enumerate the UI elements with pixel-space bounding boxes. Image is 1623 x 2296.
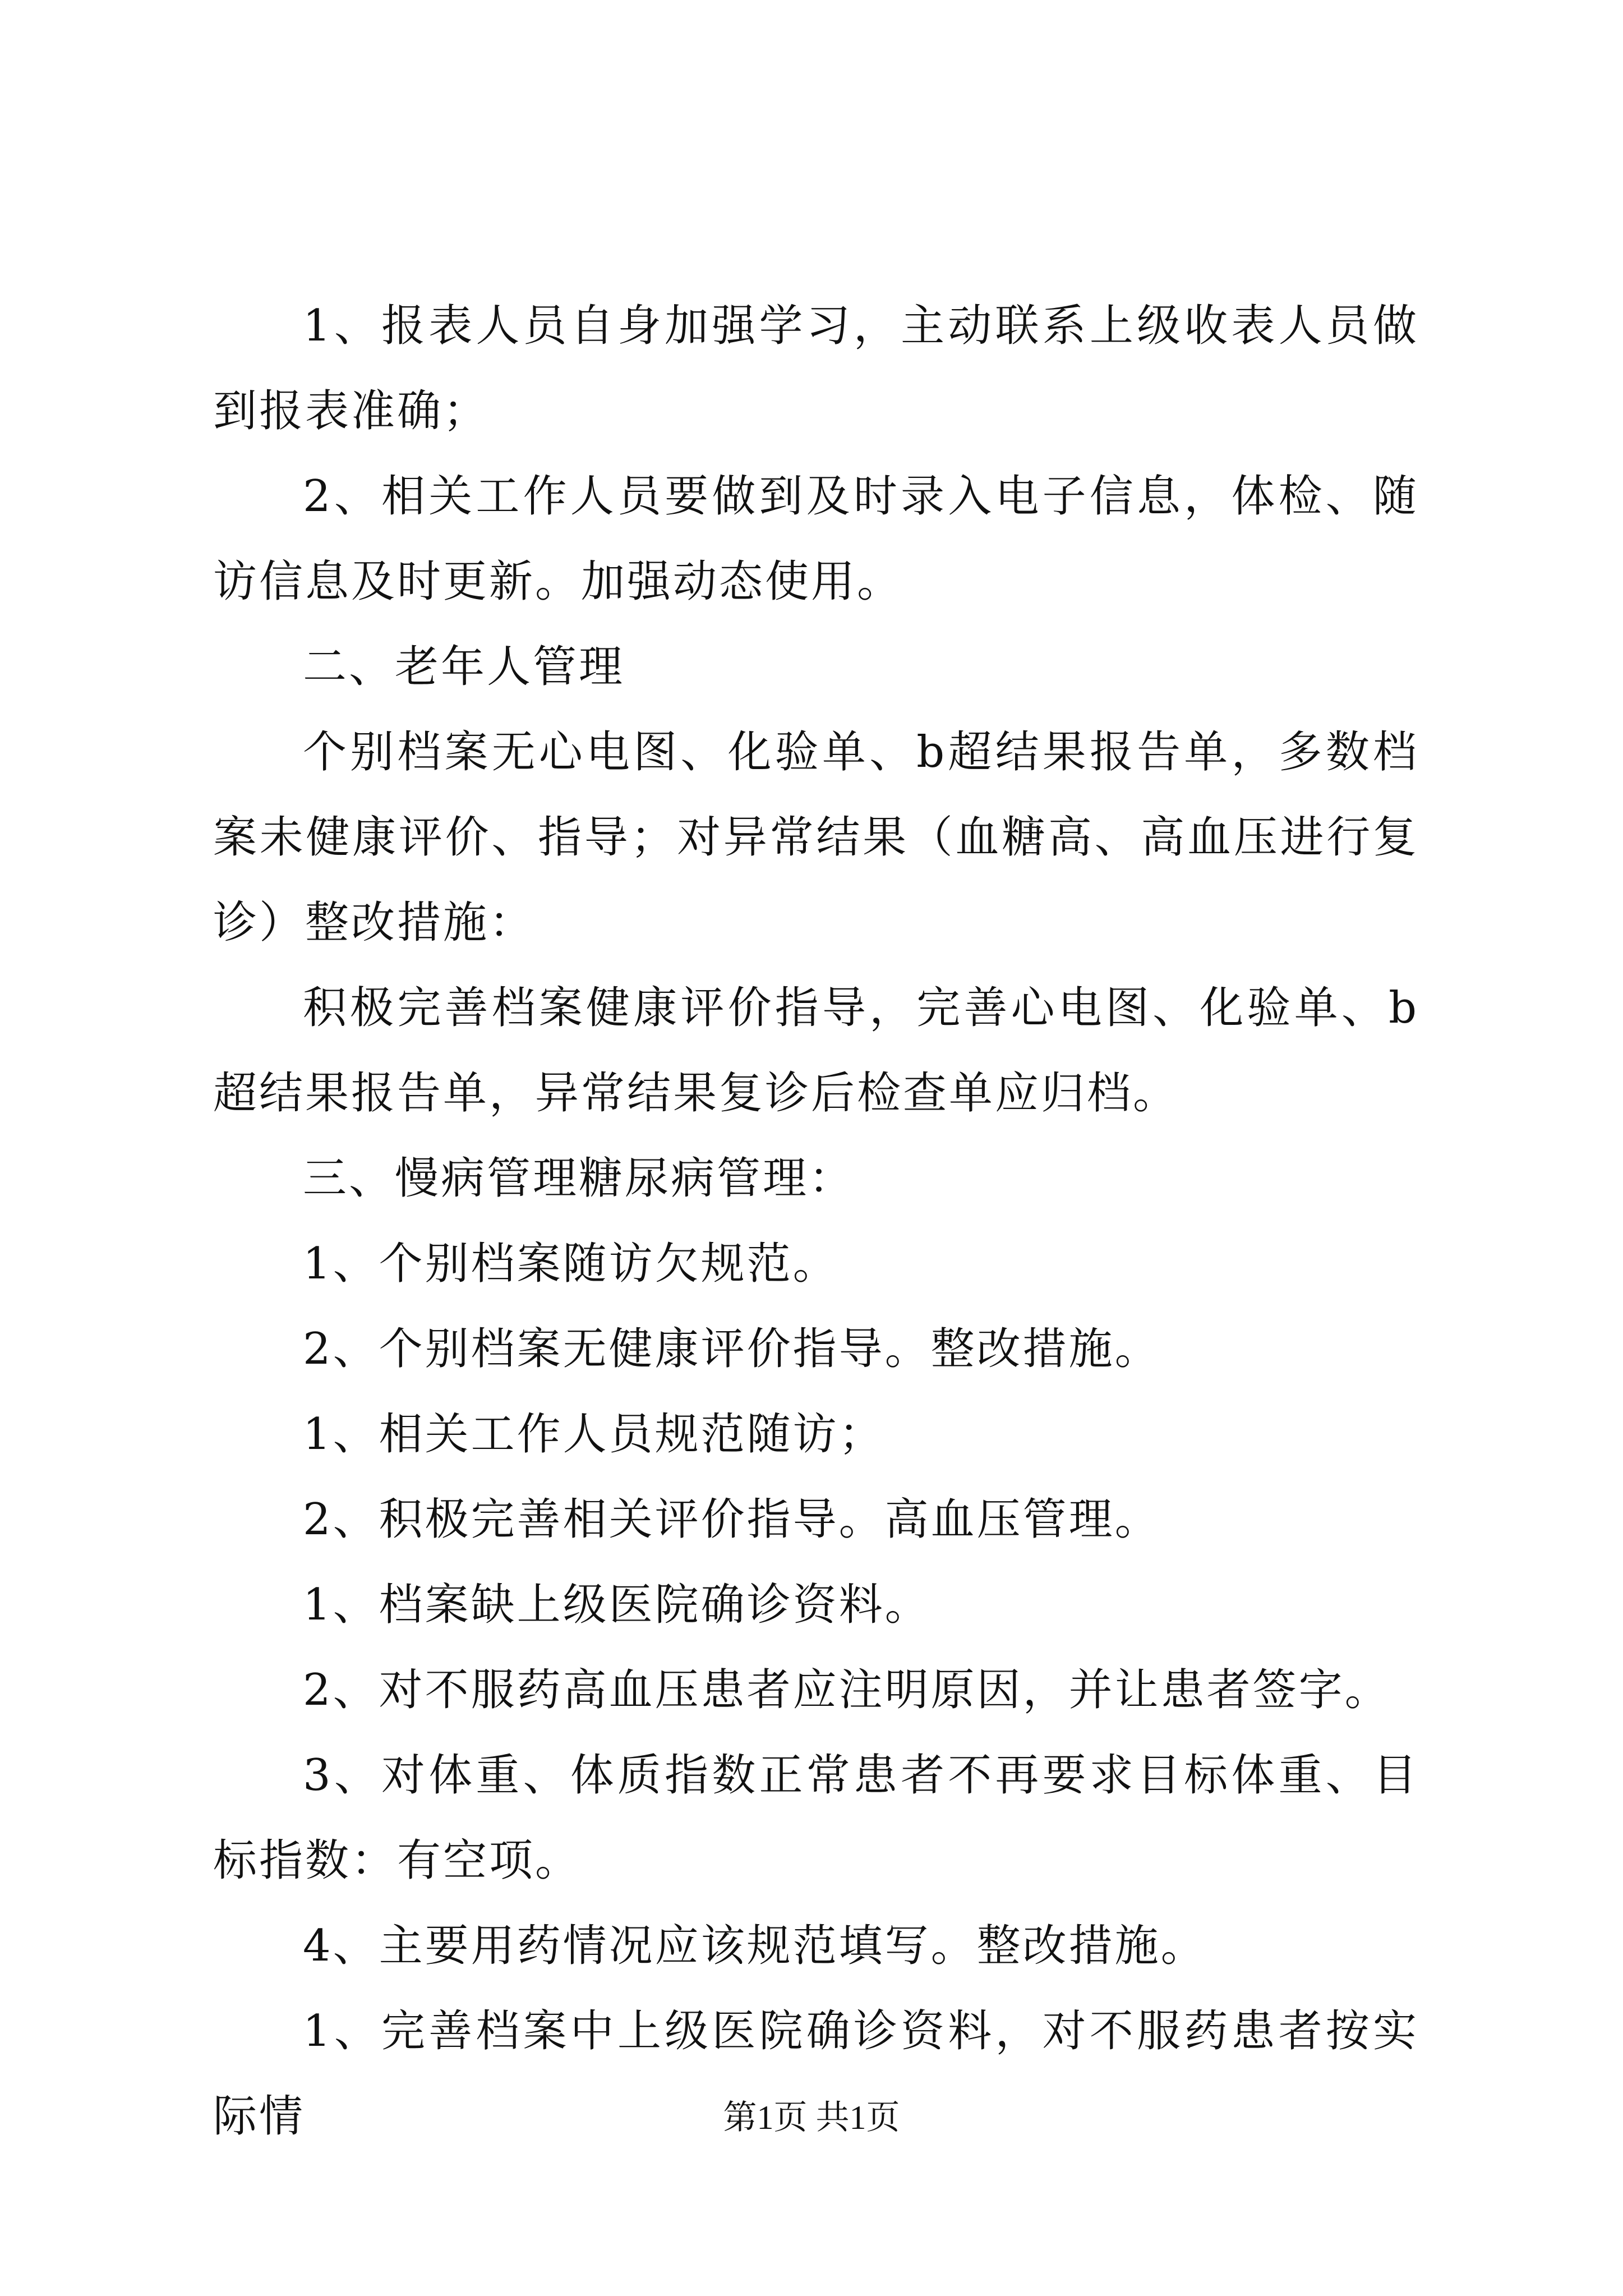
document-body xyxy=(213,283,1419,2159)
paragraph-report-learning: 1、报表人员自身加强学习，主动联系上级收表人员做到报表准确； xyxy=(213,301,1419,436)
paragraph-hypertension-measure-1: 1、完善档案中上级医院确诊资料，对不服药患者按实际情 xyxy=(213,2006,1419,2142)
paragraph-diabetes-measure-1: 1、相关工作人员规范随访； xyxy=(303,1409,885,1460)
paragraph-hypertension-issue-1: 1、档案缺上级医院确诊资料。 xyxy=(303,1580,931,1630)
paragraph-elderly-issues: 个别档案无心电图、化验单、b超结果报告单，多数档案未健康评价、指导；对异常结果（血糖高、高血压进行复诊）整改措施： xyxy=(213,727,1419,948)
paragraph-hypertension-issue-3: 3、对体重、体质指数正常患者不再要求目标体重、目标指数：有空项。 xyxy=(213,1750,1419,1886)
paragraph-electronic-info: 2、相关工作人员要做到及时录入电子信息，体检、随访信息及时更新。加强动态使用。 xyxy=(213,471,1419,607)
paragraph-diabetes-issue-1: 1、个别档案随访欠规范。 xyxy=(303,1239,839,1289)
paragraph-hypertension-issue-2: 2、对不服药高血压患者应注明原因，并让患者签字。 xyxy=(303,1665,1391,1715)
page-footer: 第1页 共1页 xyxy=(723,2099,900,2136)
heading-chronic-disease-management: 三、慢病管理糖尿病管理： xyxy=(303,1153,855,1204)
paragraph-diabetes-issue-2: 2、个别档案无健康评价指导。整改措施。 xyxy=(303,1324,1161,1374)
paragraph-elderly-measures: 积极完善档案健康评价指导，完善心电图、化验单、b超结果报告单，异常结果复诊后检查单应归档。 xyxy=(213,983,1419,1119)
heading-elderly-management: 二、老年人管理 xyxy=(303,642,625,692)
paragraph-hypertension-issue-4: 4、主要用药情况应该规范填写。整改措施。 xyxy=(303,1921,1207,1971)
paragraph-diabetes-measure-2: 2、积极完善相关评价指导。高血压管理。 xyxy=(303,1494,1161,1545)
